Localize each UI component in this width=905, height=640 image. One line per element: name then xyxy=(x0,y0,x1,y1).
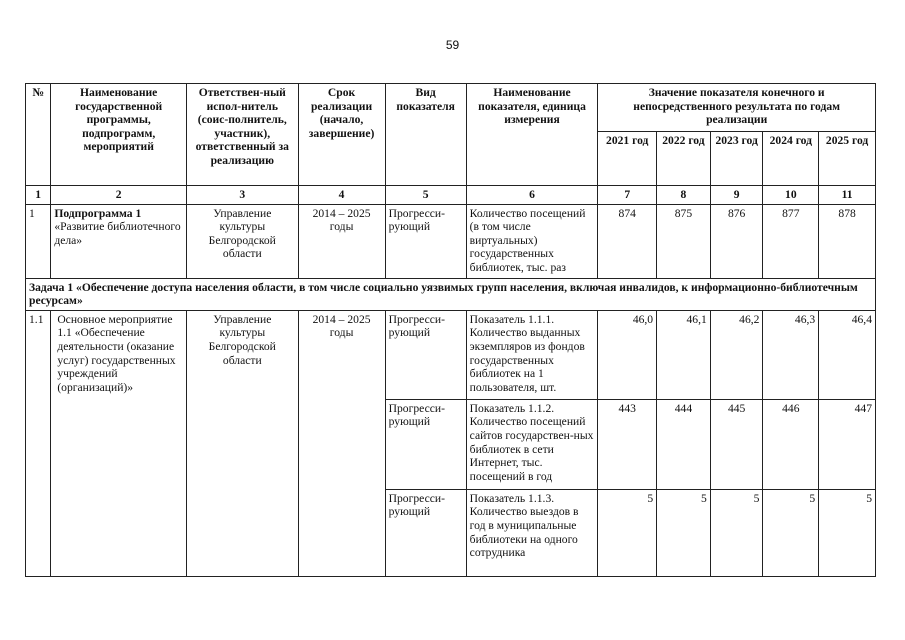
header-year: 2022 год xyxy=(657,132,711,186)
indicator-text: Показатель 1.1.1. Количество выданных экземпляров из фондов государственных библиотек на 1 пользователя, шт. xyxy=(466,310,598,399)
activity-name: Основное мероприятие 1.1 «Обеспечение деятельности (оказание услуг) государственных учреждений (организаций)» xyxy=(51,310,187,576)
subprogram-value: 878 xyxy=(819,204,876,278)
activity-responsible: Управление культуры Белгородской области xyxy=(187,310,298,576)
activity-num: 1.1 xyxy=(26,310,51,576)
indicators-table xyxy=(25,83,876,577)
column-number: 5 xyxy=(385,186,466,205)
indicator-value: 445 xyxy=(710,399,763,489)
header-type: Вид показателя xyxy=(385,84,466,186)
indicator-text: Показатель 1.1.3. Количество выездов в год в муниципальные библиотеки на одного сотрудника xyxy=(466,489,598,576)
activity-period: 2014 – 2025 годы xyxy=(298,310,385,576)
column-number: 4 xyxy=(298,186,385,205)
indicator-value: 446 xyxy=(763,399,819,489)
subprogram-num: 1 xyxy=(26,204,51,278)
activity-row xyxy=(26,310,876,399)
subprogram-name-cell xyxy=(51,204,187,278)
header-indicator: Наименование показателя, единица измерения xyxy=(466,84,598,186)
indicator-value: 46,2 xyxy=(710,310,763,399)
task-text: Задача 1 «Обеспечение доступа населения области, в том числе социально уязвимых групп населения, включая инвалидов, к информационно-библиотечным ресурсам» xyxy=(26,278,876,310)
indicator-type: Прогресси-рующий xyxy=(385,399,466,489)
header-name: Наименование государственной программы, подпрограмм, мероприятий xyxy=(51,84,187,186)
header-num: № xyxy=(26,84,51,186)
subprogram-responsible: Управление культуры Белгородской области xyxy=(187,204,298,278)
header-year: 2024 год xyxy=(763,132,819,186)
task-row xyxy=(26,278,876,310)
column-number: 8 xyxy=(657,186,711,205)
indicator-type: Прогресси-рующий xyxy=(385,310,466,399)
subprogram-name: «Развитие библиотечного дела» xyxy=(54,220,181,247)
column-number: 3 xyxy=(187,186,298,205)
header-year: 2025 год xyxy=(819,132,876,186)
column-number: 6 xyxy=(466,186,598,205)
header-responsible: Ответствен-ный испол-нитель (соис-полнитель, участник), ответственный за реализацию xyxy=(187,84,298,186)
indicator-value: 46,1 xyxy=(657,310,711,399)
subprogram-value: 876 xyxy=(710,204,763,278)
page-number: 59 xyxy=(445,38,460,52)
subprogram-row xyxy=(26,204,876,278)
indicator-value: 5 xyxy=(819,489,876,576)
indicator-value: 46,0 xyxy=(598,310,657,399)
indicator-value: 5 xyxy=(763,489,819,576)
subprogram-type: Прогресси-рующий xyxy=(385,204,466,278)
indicator-value: 5 xyxy=(710,489,763,576)
header-year: 2023 год xyxy=(710,132,763,186)
subprogram-value: 875 xyxy=(657,204,711,278)
column-number: 9 xyxy=(710,186,763,205)
indicator-value: 5 xyxy=(598,489,657,576)
indicator-value: 46,4 xyxy=(819,310,876,399)
subprogram-value: 874 xyxy=(598,204,657,278)
subprogram-period: 2014 – 2025 годы xyxy=(298,204,385,278)
column-number: 7 xyxy=(598,186,657,205)
header-values: Значение показателя конечного и непосредственного результата по годам реализации xyxy=(598,84,876,132)
subprogram-title: Подпрограмма 1 xyxy=(54,206,142,220)
column-number: 2 xyxy=(51,186,187,205)
header-year: 2021 год xyxy=(598,132,657,186)
column-number: 11 xyxy=(819,186,876,205)
subprogram-value: 877 xyxy=(763,204,819,278)
subprogram-indicator: Количество посещений (в том числе виртуальных) государственных библиотек, тыс. раз xyxy=(466,204,598,278)
header-period: Срок реализации (начало, завершение) xyxy=(298,84,385,186)
column-number: 1 xyxy=(26,186,51,205)
indicator-value: 5 xyxy=(657,489,711,576)
indicator-type: Прогресси-рующий xyxy=(385,489,466,576)
indicator-value: 46,3 xyxy=(763,310,819,399)
indicator-value: 447 xyxy=(819,399,876,489)
indicator-value: 444 xyxy=(657,399,711,489)
indicator-value: 443 xyxy=(598,399,657,489)
column-number: 10 xyxy=(763,186,819,205)
indicator-text: Показатель 1.1.2. Количество посещений сайтов государствен-ных библиотек в сети Интернет, тыс. посещений в год xyxy=(466,399,598,489)
